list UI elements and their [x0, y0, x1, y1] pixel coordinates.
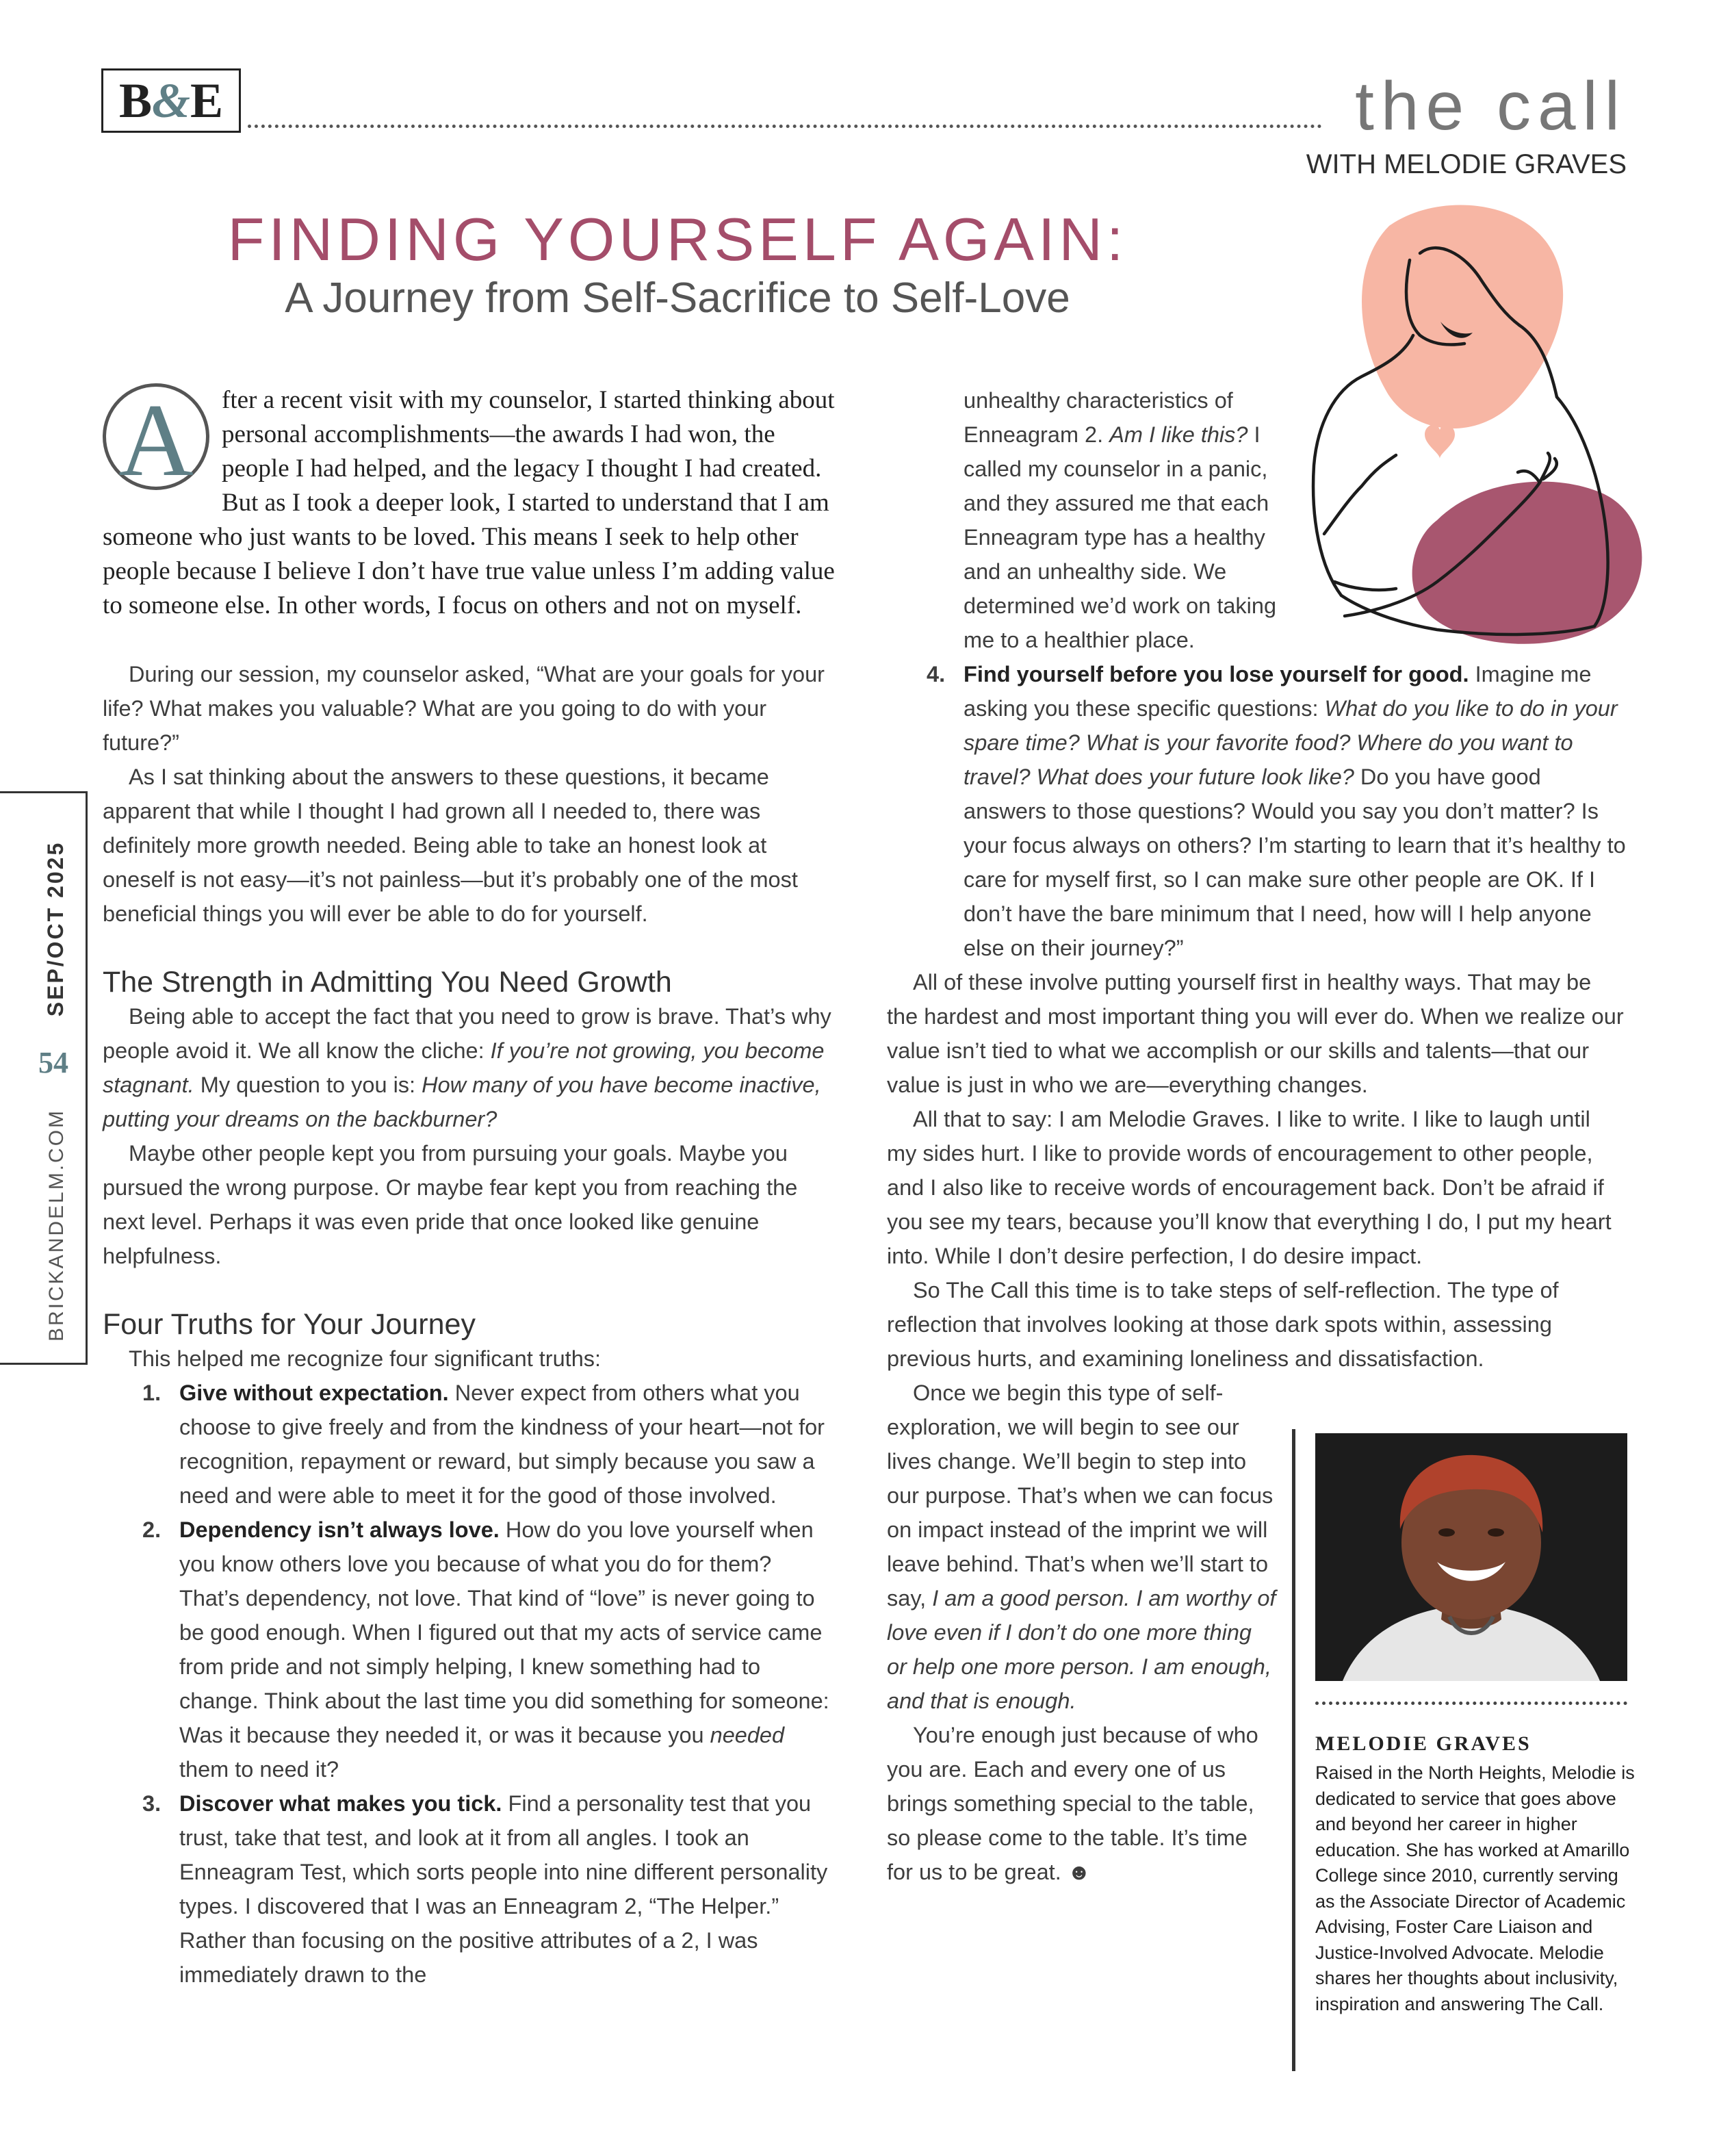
- article-title: FINDING YOURSELF AGAIN:: [227, 205, 1128, 273]
- body-paragraph: During our session, my counselor asked, “What are your goals for your life? What makes you valuable? What are you going to do with your future?”: [103, 662, 825, 755]
- author-divider: [1292, 1429, 1295, 2071]
- body-paragraph: Maybe other people kept you from pursuing your goals. Maybe you pursued the wrong purpose. Or maybe fear kept you from reaching the next level. Perhaps it was even pride that once looked like genuine helpfulness.: [103, 1141, 798, 1268]
- body-paragraph: This helped me recognize four significant truths:: [129, 1346, 602, 1371]
- author-bio: Raised in the North Heights, Melodie is dedicated to service that goes above and beyond her career in higher education. She has worked at Amarillo College since 2010, currently serving as the Associate Director of Academic Advising, Foster Care Liaison and Justice-Involved Advocate. Melodie shares her thoughts about inclusivity, inspiration and answering The Call.: [1315, 1762, 1635, 2014]
- header-dotted-rule: [248, 125, 1322, 128]
- body-paragraph: All that to say: I am Melodie Graves. I like to write. I like to laugh until my sides hurt. I like to provide words of encouragement to other people, and I also like to receive words of encouragement back. Don’t be afraid if you see my tears, because you’ll know that everything I do, I put my heart into. While I don’t desire perfection, I do desire impact.: [887, 1107, 1612, 1268]
- body-paragraph: You’re enough just because of who you are. Each and every one of us brings something special to the table, so please come to the table. It’s time for us to be great. ☻: [887, 1723, 1258, 1884]
- body-paragraph: As I sat thinking about the answers to these questions, it became apparent that while I thought I had grown all I needed to, there was definitely more growth needed. Being able to take an honest look at oneself is not easy—it’s not painless—but it’s probably one of the most beneficial things you will ever be able to do for yourself.: [103, 765, 798, 926]
- side-folio: [34, 726, 73, 1342]
- section-heading: The Strength in Admitting You Need Growth: [103, 966, 672, 999]
- intro-paragraph: [103, 383, 835, 623]
- list-item: 2. Dependency isn’t always love. How do you love yourself when you know others love you because of what you do for them? That’s dependency, not love. That kind of “love” is never going to be good enough. When I figured out that my acts of service came from pride and not simply helping, I knew something had to change. Think about the last time you did something for someone: Was it because they needed it, or was it because you needed them to need it?: [142, 1517, 829, 1782]
- left-eye-shape: [1438, 1528, 1455, 1537]
- body-paragraph: Once we begin this type of self-exploration, we will begin to see our lives change. We’ll begin to step into our purpose. That’s when we can focus on impact instead of the imprint we will leave behind. That’s when we’ll start to say, I am a good person. I am worthy of love even if I don’t do one more thing or help one more person. I am enough, and that is enough.: [887, 1381, 1276, 1713]
- list-item: 1. Give without expectation. Never expect from others what you choose to give freely and from the kindness of your heart—not for recognition, repayment or reward, but simply because you saw a need and were able to meet it for the good of those involved.: [142, 1381, 825, 1508]
- body-paragraph: Being able to accept the fact that you need to grow is brave. That’s why people avoid it. We all know the cliche: If you’re not growing, you become stagnant. My question to you is: How many of you have become inactive, putting your dreams on the backburner?: [103, 1004, 831, 1131]
- website-label: BRICKANDELM.COM: [45, 1108, 68, 1342]
- narrow-column: [887, 1376, 1277, 1889]
- author-dotted-rule: [1315, 1702, 1627, 1705]
- body-paragraph: So The Call this time is to take steps of self-reflection. The type of reflection that involves looking at those dark spots within, assessing previous hurts, and examining loneliness and dissatisfaction.: [887, 1278, 1559, 1371]
- author-name: MELODIE GRAVES: [1315, 1732, 1531, 1755]
- page-number: 54: [38, 1045, 68, 1079]
- list-item-continued: unhealthy characteristics of Enneagram 2. Am I like this? I called my counselor in a panic, and they assured me that each Enneagram type has a healthy and an unhealthy side. We determined we’d work on taking me to a healthier place.: [964, 388, 1277, 652]
- truths-list-continued: [887, 657, 1626, 965]
- author-photo: [1315, 1433, 1627, 1681]
- end-mark-icon: ☻: [1067, 1860, 1091, 1884]
- left-column: [103, 383, 835, 1992]
- intro-text: fter a recent visit with my counselor, I started thinking about personal accomplishments—the awards I had won, the people I had helped, and the legacy I thought I had created. But as I took a deeper look, I started to understand that I am someone who just wants to be loved. This means I seek to help other people because I believe I don’t have true value unless I’m adding value to someone else. In other words, I focus on others and not on myself.: [103, 386, 835, 619]
- truths-list: [103, 1376, 835, 1992]
- section-title: the call: [1355, 68, 1627, 144]
- list-item: 3. Discover what makes you tick. Find a personality test that you trust, take that test, and look at it from all angles. I took an Enneagram Test, which sorts people into nine different personality types. I discovered that I was an Enneagram 2, “The Helper.” Rather than focusing on the positive attributes of a 2, I was immediately drawn to the: [142, 1791, 828, 1987]
- issue-label: SEP/OCT 2025: [43, 840, 68, 1017]
- article-subtitle: A Journey from Self-Sacrifice to Self-Love: [285, 274, 1070, 322]
- right-eye-shape: [1488, 1528, 1504, 1537]
- drop-cap: A: [103, 383, 209, 490]
- section-subtitle: WITH MELODIE GRAVES: [1306, 149, 1627, 179]
- body-paragraph: All of these involve putting yourself first in healthy ways. That may be the hardest and most important thing you will ever do. When we realize our value isn’t tied to what we accomplish or our skills and talents—that our value is just in who we are—everything changes.: [887, 970, 1624, 1097]
- section-heading: Four Truths for Your Journey: [103, 1308, 476, 1341]
- list-item: 4. Find yourself before you lose yourself for good. Imagine me asking you these specific questions: What do you like to do in your spare time? What is your favorite food? Where do you want to travel? What does your future look like? Do you have good answers to those questions? Would you say you don’t matter? Is your focus always on others? I’m starting to learn that it’s healthy to care for myself first, so I can make sure other people are OK. If I don’t have the bare minimum that I need, how will I help anyone else on their journey?”: [927, 662, 1626, 960]
- brand-logo: B&E: [101, 68, 241, 133]
